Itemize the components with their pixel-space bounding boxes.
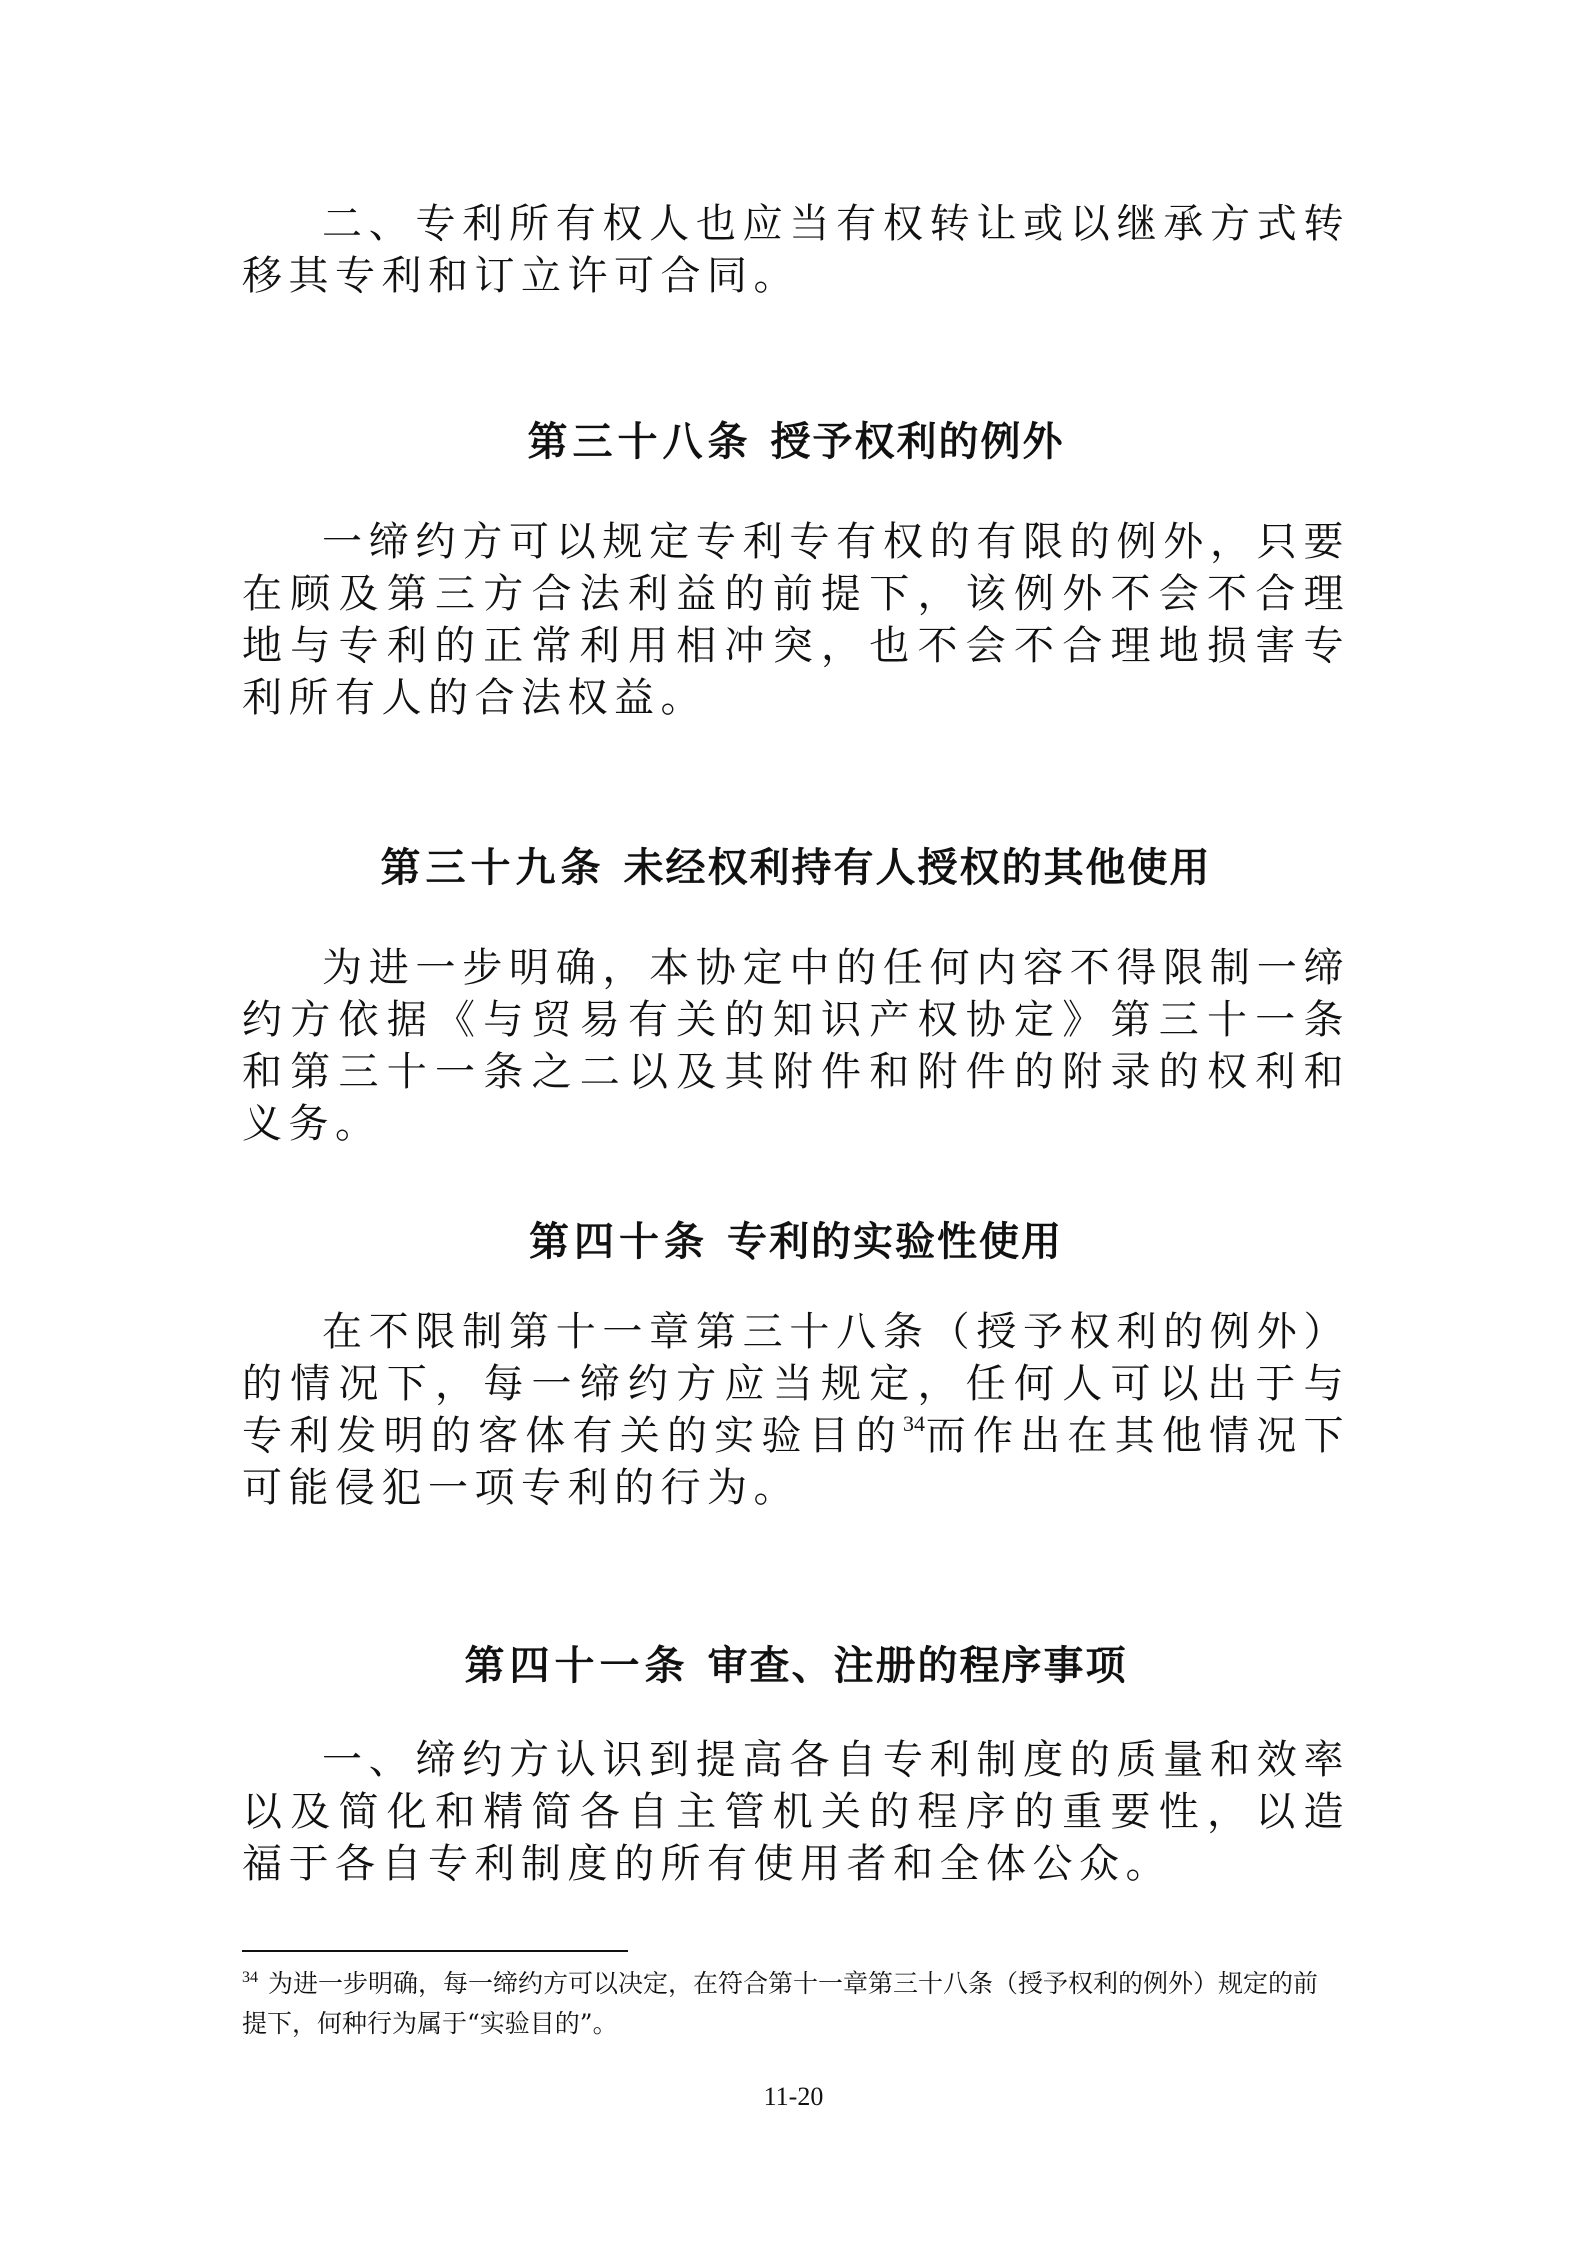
footnote-reference-34[interactable]: 34 [903,1410,926,1436]
paragraph-patent-transfer: 二、专利所有权人也应当有权转让或以继承方式转移其专利和订立许可合同。 [242,201,1350,299]
article-38-title: 授予权利的例外 [770,418,1065,465]
page-number: 11-20 [763,2082,824,2111]
article-39-paragraph: 为进一步明确，本协定中的任何内容不得限制一缔约方依据《与贸易有关的知识产权协定》第三十一条和第三十一条之二以及其附件和附件的附录的权利和义务。 [242,945,1350,1147]
article-39-heading [242,842,1350,894]
article-40-paragraph [242,1306,1350,1514]
article-41-heading [242,1640,1350,1692]
article-38-heading [242,416,1350,468]
article-38-number: 第三十八条 [527,418,753,465]
footnote-mark: 34 [242,1969,258,1986]
article-41-paragraph: 一、缔约方认识到提高各自专利制度的质量和效率以及简化和精简各自主管机关的程序的重要性，以造福于各自专利制度的所有使用者和全体公众。 [242,1737,1350,1887]
article-38-paragraph: 一缔约方可以规定专利专有权的有限的例外，只要在顾及第三方合法利益的前提下，该例外不会不合理地与专利的正常利用相冲突，也不会不合理地损害专利所有人的合法权益。 [242,519,1350,721]
footnote-text: 为进一步明确，每一缔约方可以决定，在符合第十一章第三十八条（授予权利的例外）规定的前提下，何种行为属于“实验目的”。 [242,1969,1319,2038]
article-39-title: 未经权利持有人授权的其他使用 [623,844,1212,891]
article-40-title: 专利的实验性使用 [727,1218,1063,1265]
article-40-number: 第四十条 [529,1218,709,1265]
article-39-number: 第三十九条 [380,844,606,891]
article-41-number: 第四十一条 [464,1642,690,1689]
footnote-34 [242,1966,1322,2042]
article-40-heading [242,1216,1350,1268]
article-41-title: 审查、注册的程序事项 [707,1642,1128,1689]
article-40-text-after-ref: 而作出在其他情况下可能侵犯一项专利的行为。 [242,1413,1351,1511]
footnote-separator [242,1950,628,1952]
article-40-text-before-ref: 在不限制第十一章第三十八条（授予权利的例外）的情况下，每一缔约方应当规定，任何人可以出于与专利发明的客体有关的实验目的 [242,1309,1350,1459]
